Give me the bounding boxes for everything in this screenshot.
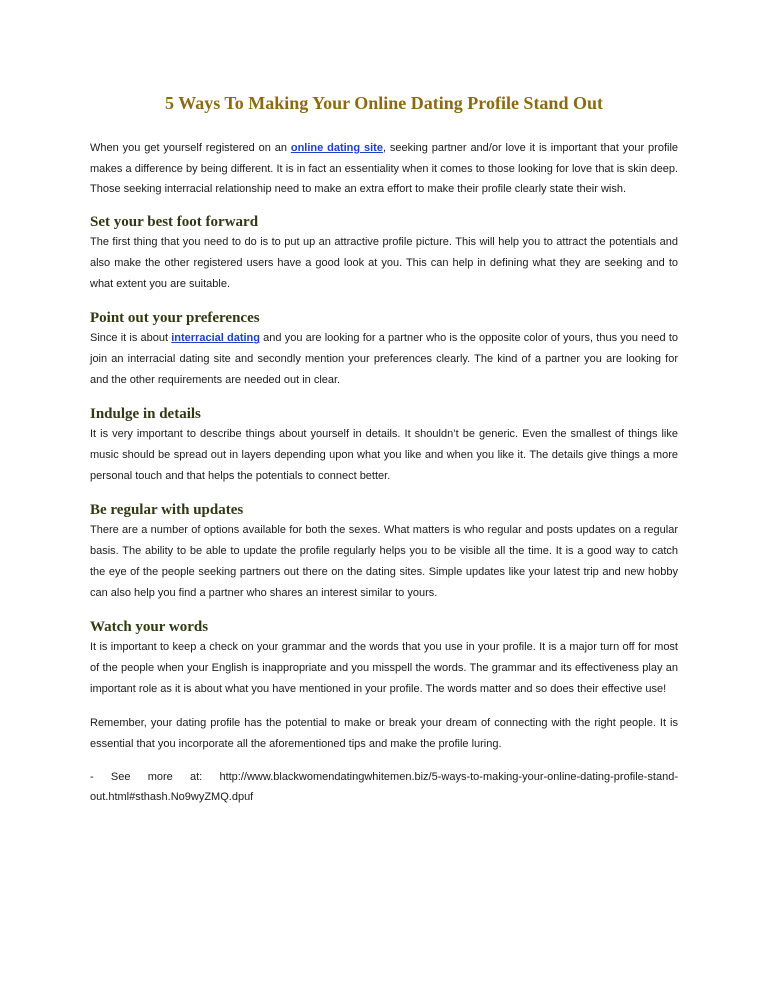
section-body: There are a number of options available for both the sexes. What matters is who regular and posts updates on a regular basis. The ability to be able to update the profile regularly helps you to be visible all the time. It is a good way to catch the eye of the people seeking partners out there on the dating sites. Simple updates like your latest trip and new hobby can also help you find a partner who shares an interest similar to yours. [90,524,678,599]
document-title: 5 Ways To Making Your Online Dating Profile Stand Out [165,93,603,113]
section-best-foot-forward [90,212,678,294]
section-heading: Set your best foot forward [90,214,259,231]
section-body: It is very important to describe things about yourself in details. It shouldn’t be generic. Even the smallest of things like music should be spread out in layers depending upon what you like and when you like it. The details give things a more personal touch and that helps the potentials to connect better. [90,428,678,482]
intro-text-after-link: , seeking partner and/or love it is important that your profile makes a difference by being different. It is in fact an essentiality when it comes to those looking for love that is skin deep. Those seeking interracial relationship need to make an extra effort to make their profile clearly state their wish. [90,142,678,196]
intro-paragraph [90,138,678,200]
section-heading: Point out your preferences [90,310,260,327]
intro-text-before-link: When you get yourself registered on an [90,142,291,154]
section-heading: Be regular with updates [90,502,244,519]
document-page [90,92,678,808]
section-details [90,404,678,486]
closing-paragraph: Remember, your dating profile has the potential to make or break your dream of connecting with the right people. It is essential that you incorporate all the aforementioned tips and make the profile luring. [90,717,678,751]
section-text-after-link: and you are looking for a partner who is the opposite color of yours, thus you need to join an interracial dating site and secondly mention your preferences clearly. The kind of a partner you are looking for and the other requirements are needed out in clear. [90,332,679,386]
section-updates [90,500,678,603]
section-body: It is important to keep a check on your grammar and the words that you use in your profile. It is a major turn off for most of the people when your English is inappropriate and you misspell the words. The grammar and its effectiveness play an important role as it is about what you have mentioned in your profile. The words matter and so does their effective use! [90,641,678,695]
section-words [90,617,678,699]
section-preferences [90,308,678,390]
section-heading: Watch your words [90,619,209,636]
interracial-dating-link[interactable]: interracial dating [171,332,260,345]
section-body [90,328,678,390]
section-heading: Indulge in details [90,406,201,423]
section-body: The first thing that you need to do is to put up an attractive profile picture. This will help you to attract the potentials and also make the other registered users have a good look at you. This can help in defining what they are seeking and to what extent you are suitable. [90,236,678,290]
online-dating-site-link[interactable]: online dating site [290,142,383,154]
section-text-before-link: Since it is about [90,332,172,345]
see-more-source-line: - See more at: http://www.blackwomendatingwhitemen.biz/5-ways-to-making-your-online-dating-profile-stand-out.html#sthash.No9wyZMQ.dpuf [90,770,678,804]
